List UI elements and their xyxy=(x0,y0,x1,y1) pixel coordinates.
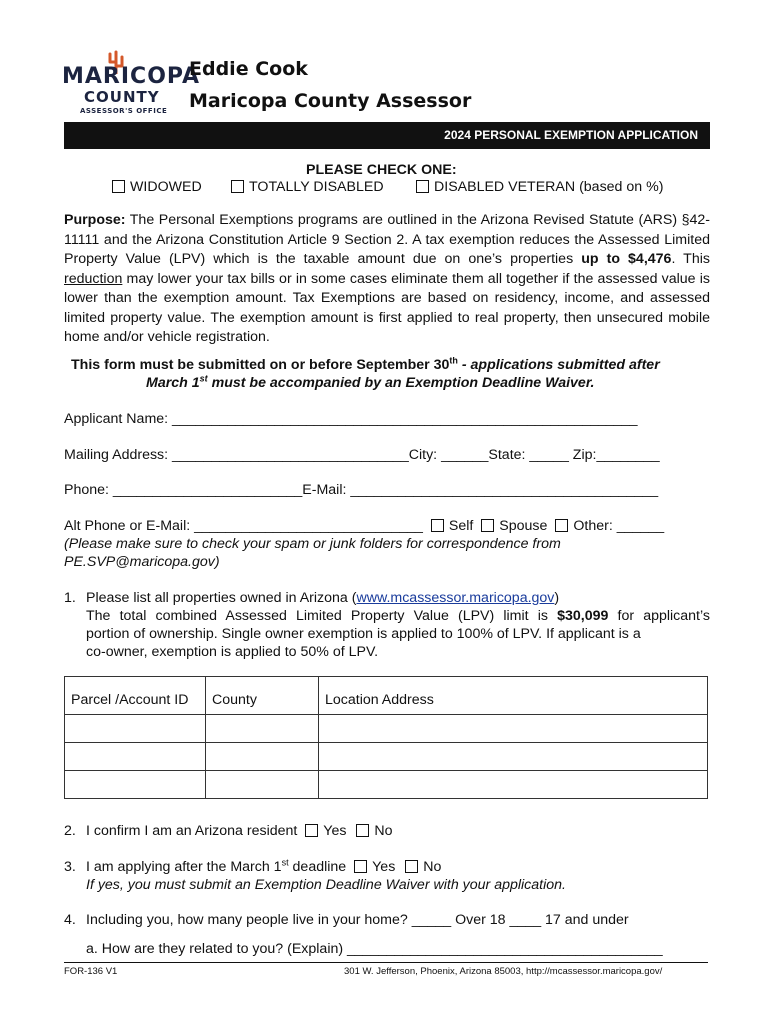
deadline-line-1: This form must be submitted on or before September 30th - applications submitted after xyxy=(71,355,660,373)
no-label: No xyxy=(423,859,442,875)
table-cell[interactable] xyxy=(319,743,708,771)
table-cell[interactable] xyxy=(206,743,319,771)
checkbox[interactable] xyxy=(416,180,429,193)
alt-phone-row xyxy=(64,517,664,535)
form-id: FOR-136 V1 xyxy=(64,966,118,977)
q3-row: I am applying after the March 1st deadline Yes No xyxy=(86,857,442,875)
yes-label: Yes xyxy=(372,859,396,875)
option-label: WIDOWED xyxy=(130,179,202,195)
spam-note-line-2: PE.SVP@maricopa.gov) xyxy=(64,554,220,570)
q3-text: deadline xyxy=(288,859,347,875)
logo-office: ASSESSOR'S OFFICE xyxy=(80,107,168,115)
q2-row xyxy=(86,822,393,840)
table-cell[interactable] xyxy=(206,715,319,743)
q3-note: If yes, you must submit an Exemption Deadline Waiver with your application. xyxy=(86,877,566,893)
checkbox[interactable] xyxy=(112,180,125,193)
logo-maricopa: MARICOPA xyxy=(62,64,201,89)
q1-line-4: co-owner, exemption is applied to 50% of LPV. xyxy=(86,644,379,660)
no-label: No xyxy=(374,823,393,839)
q2-text: I confirm I am an Arizona resident xyxy=(86,823,298,839)
option-label: TOTALLY DISABLED xyxy=(249,179,384,195)
purpose-text: may lower your tax bills or in some cases eliminate them all together if the assessed value is lower than the exemption amount. Tax Exemptions are based on residency, income, and assessed limited property value. The exemption amount is first applied to real property, then unsecured mobile home and/or vehicle registration. xyxy=(64,270,710,345)
table-header: County xyxy=(206,677,319,715)
footer-divider xyxy=(64,962,708,963)
exemption-amount: up to $4,476 xyxy=(581,251,672,267)
q3-no-checkbox[interactable] xyxy=(405,860,418,873)
q4-number: 4. xyxy=(64,912,76,928)
checkbox[interactable] xyxy=(231,180,244,193)
yes-label: Yes xyxy=(323,823,347,839)
assessor-logo xyxy=(62,48,201,118)
table-cell[interactable] xyxy=(206,771,319,799)
table-header-row xyxy=(65,677,708,715)
check-disabled-veteran[interactable] xyxy=(416,178,663,196)
footer-address: 301 W. Jefferson, Phoenix, Arizona 85003, http://mcassessor.maricopa.gov/ xyxy=(344,966,663,977)
q1-line-1: Please list all properties owned in Arizona (www.mcassessor.maricopa.gov) xyxy=(86,590,560,606)
q2-number: 2. xyxy=(64,823,76,839)
table-row xyxy=(65,715,708,743)
alt-phone-field[interactable]: Alt Phone or E-Mail: _____________________________ xyxy=(64,518,423,534)
table-row xyxy=(65,743,708,771)
form-title-banner xyxy=(64,122,710,149)
other-checkbox[interactable] xyxy=(555,519,568,532)
table-cell[interactable] xyxy=(65,743,206,771)
purpose-label: Purpose: xyxy=(64,212,126,228)
spouse-checkbox[interactable] xyxy=(481,519,494,532)
check-widowed[interactable] xyxy=(112,178,202,196)
q3-text: I am applying after the March 1 xyxy=(86,859,282,875)
assessor-title: Maricopa County Assessor xyxy=(189,90,472,112)
deadline-line-2: March 1st must be accompanied by an Exemption Deadline Waiver. xyxy=(146,373,595,391)
logo-county: COUNTY xyxy=(84,88,160,106)
form-title: 2024 PERSONAL EXEMPTION APPLICATION xyxy=(444,128,698,142)
applicant-name-field[interactable]: Applicant Name: ___________________________________________________________ xyxy=(64,411,638,427)
check-one-heading: PLEASE CHECK ONE: xyxy=(306,162,457,178)
q1-number: 1. xyxy=(64,590,76,606)
phone-email-field[interactable]: Phone: ________________________E-Mail: _______________________________________ xyxy=(64,482,659,498)
spouse-label: Spouse xyxy=(499,518,548,534)
assessor-name: Eddie Cook xyxy=(189,58,308,80)
table-header: Location Address xyxy=(319,677,708,715)
purpose-underlined: reduction xyxy=(64,270,123,287)
properties-table xyxy=(64,676,708,799)
self-checkbox[interactable] xyxy=(431,519,444,532)
purpose-text: . This xyxy=(671,251,710,267)
q2-no-checkbox[interactable] xyxy=(356,824,369,837)
spam-note-line-1: (Please make sure to check your spam or junk folders for correspondence from xyxy=(64,536,561,552)
q1-line-2: The total combined Assessed Limited Property Value (LPV) limit is $30,099 for applicant’s xyxy=(86,608,710,624)
table-cell[interactable] xyxy=(319,771,708,799)
purpose-text: The Personal Exemptions programs are outlined in the Arizona Revised Statute (ARS) §42-11111 and the Arizona Constitution Article 9 Section 2. A tax exemption reduces the Assessed Limited Property Value (LPV) which is the taxable amount due on one’s properties xyxy=(64,212,710,267)
option-label: DISABLED VETERAN (based on %) xyxy=(434,179,664,195)
mailing-address-field[interactable]: Mailing Address: ______________________________City: ______State: _____ Zip:________ xyxy=(64,447,660,463)
table-cell[interactable] xyxy=(65,771,206,799)
check-totally-disabled[interactable] xyxy=(231,178,384,196)
q4a-relationship-field[interactable]: a. How are they related to you? (Explain) ________________________________________ xyxy=(86,941,663,957)
table-row xyxy=(65,771,708,799)
other-label[interactable]: Other: ______ xyxy=(573,518,665,534)
table-cell[interactable] xyxy=(65,715,206,743)
purpose-paragraph xyxy=(64,211,710,348)
table-header: Parcel /Account ID xyxy=(65,677,206,715)
q1-line-3: portion of ownership. Single owner exemption is applied to 100% of LPV. If applicant is a xyxy=(86,626,641,642)
lpv-limit: $30,099 xyxy=(557,608,609,624)
q3-number: 3. xyxy=(64,859,76,875)
q2-yes-checkbox[interactable] xyxy=(305,824,318,837)
assessor-website-link[interactable]: www.mcassessor.maricopa.gov xyxy=(356,590,555,606)
self-label: Self xyxy=(448,518,474,534)
q4-household-field[interactable]: Including you, how many people live in your home? _____ Over 18 ____ 17 and under xyxy=(86,912,629,928)
table-cell[interactable] xyxy=(319,715,708,743)
q3-yes-checkbox[interactable] xyxy=(354,860,367,873)
